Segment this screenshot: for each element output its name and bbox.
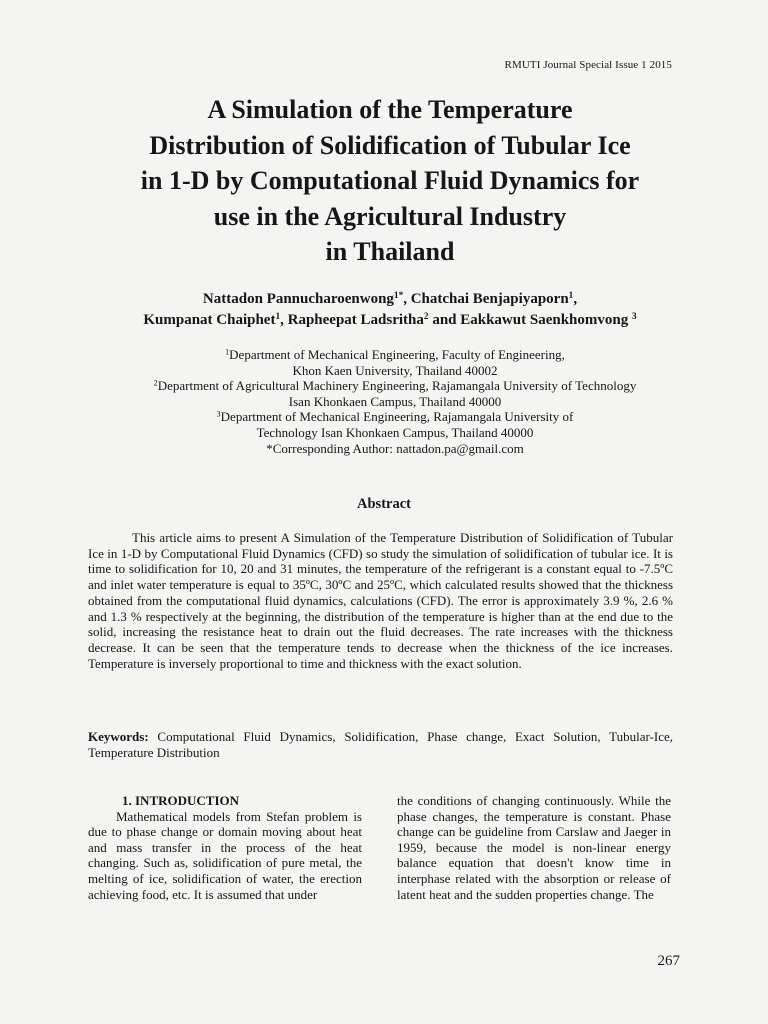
abstract-heading: Abstract <box>357 496 411 512</box>
affiliation-text: Department of Agricultural Machinery Engineering, Rajamangala University of Technology <box>157 378 637 394</box>
keywords-label: Keywords: <box>88 729 149 744</box>
author-superscript: 1 <box>568 290 574 301</box>
intro-right-column <box>397 793 671 902</box>
affiliation-line <box>60 409 730 425</box>
introduction-text-left: Mathematical models from Stefan problem is due to phase change or domain moving about heat and mass transfer in the process of the heat changing. Such as, solidification of pure metal, the melting of ice, solidification of water, the erection achieving food, etc. It is assumed that under <box>88 808 362 902</box>
affiliation-line <box>60 378 730 394</box>
author-name: Kumpanat Chaiphet <box>143 312 276 328</box>
affiliations <box>60 347 730 456</box>
author-superscript: 2 <box>423 311 429 322</box>
affiliation-superscript: 3 <box>216 409 221 419</box>
author-superscript: 1* <box>393 290 404 301</box>
author-superscript: 3 <box>631 311 637 322</box>
author-line-1 <box>60 289 720 310</box>
affiliation-line: Technology Isan Khonkaen Campus, Thailand 40000 <box>256 424 534 440</box>
author-name: and Eakkawut Saenkhomvong <box>428 312 632 328</box>
title-line: in 1-D by Computational Fluid Dynamics for <box>140 166 640 195</box>
title-line: use in the Agricultural Industry <box>213 201 567 231</box>
affiliation-line <box>60 347 730 363</box>
author-list <box>60 289 720 331</box>
abstract-text: This article aims to present A Simulation of the Temperature Distribution of Solidification of Tubular Ice in 1-D by Computational Fluid Dynamics (CFD) so study the simulation of solidification of tubular ice. It is time to solidification for 10, 20 and 31 minutes, the temperature of the refrigerant is a constant equal to -7.5ºC and inlet water temperature is equal to 35ºC, 30ºC and 25ºC, which calculated results showed that the thickness obtained from the computational fluid dynamics, calculations (CFD). The error is approximately 3.9 %, 2.6 % and 1.3 % respectively at the beginning, the distribution of the temperature is higher than at the end due to the solid, increasing the resistance heat to drain out the fluid decreases. The rate increases with the thickness decrease. It can be seen that the temperature tends to decrease when the thickness of the ice increases. Temperature is inversely proportional to time and thickness with the exact solution. <box>88 530 673 671</box>
affiliation-text: Department of Mechanical Engineering, Rajamangala University of <box>220 409 574 425</box>
author-name: , Rapheepat Ladsritha <box>280 312 424 328</box>
affiliation-line: Isan Khonkaen Campus, Thailand 40000 <box>288 393 502 409</box>
title-line: in Thailand <box>325 237 455 266</box>
journal-header: RMUTI Journal Special Issue 1 2015 <box>504 59 672 71</box>
title-line: A Simulation of the Temperature <box>207 95 573 124</box>
intro-left-column <box>88 793 362 902</box>
introduction-heading: 1. INTRODUCTION <box>122 793 240 808</box>
author-separator: , <box>573 291 578 307</box>
title-line: Distribution of Solidification of Tubular Ice <box>149 130 631 160</box>
page-number: 267 <box>657 953 680 969</box>
keywords-text: Computational Fluid Dynamics, Solidification, Phase change, Exact Solution, Tubular-Ice, Temperature Distribution <box>88 729 673 760</box>
author-superscript: 1 <box>275 311 281 322</box>
author-name: Nattadon Pannucharoenwong <box>202 291 394 307</box>
paper-title <box>60 92 720 270</box>
affiliation-superscript: 1 <box>225 347 230 357</box>
introduction-text-right: the conditions of changing continuously. While the phase changes, the temperature is constant. Phase change can be guideline from Carslaw and Jaeger in 1959, because the model is non-linear energy balance equation that doesn't know time in interphase related with the absorption or release of latent heat and the sudden properties change. The <box>397 793 671 902</box>
corresponding-author: *Corresponding Author: nattadon.pa@gmail.com <box>266 440 524 456</box>
author-name: , Chatchai Benjapiyaporn <box>403 291 569 307</box>
keywords <box>88 729 673 760</box>
author-line-2 <box>60 310 720 331</box>
affiliation-superscript: 2 <box>153 378 158 388</box>
affiliation-line: Khon Kaen University, Thailand 40002 <box>292 362 498 378</box>
affiliation-text: Department of Mechanical Engineering, Faculty of Engineering, <box>229 347 565 362</box>
